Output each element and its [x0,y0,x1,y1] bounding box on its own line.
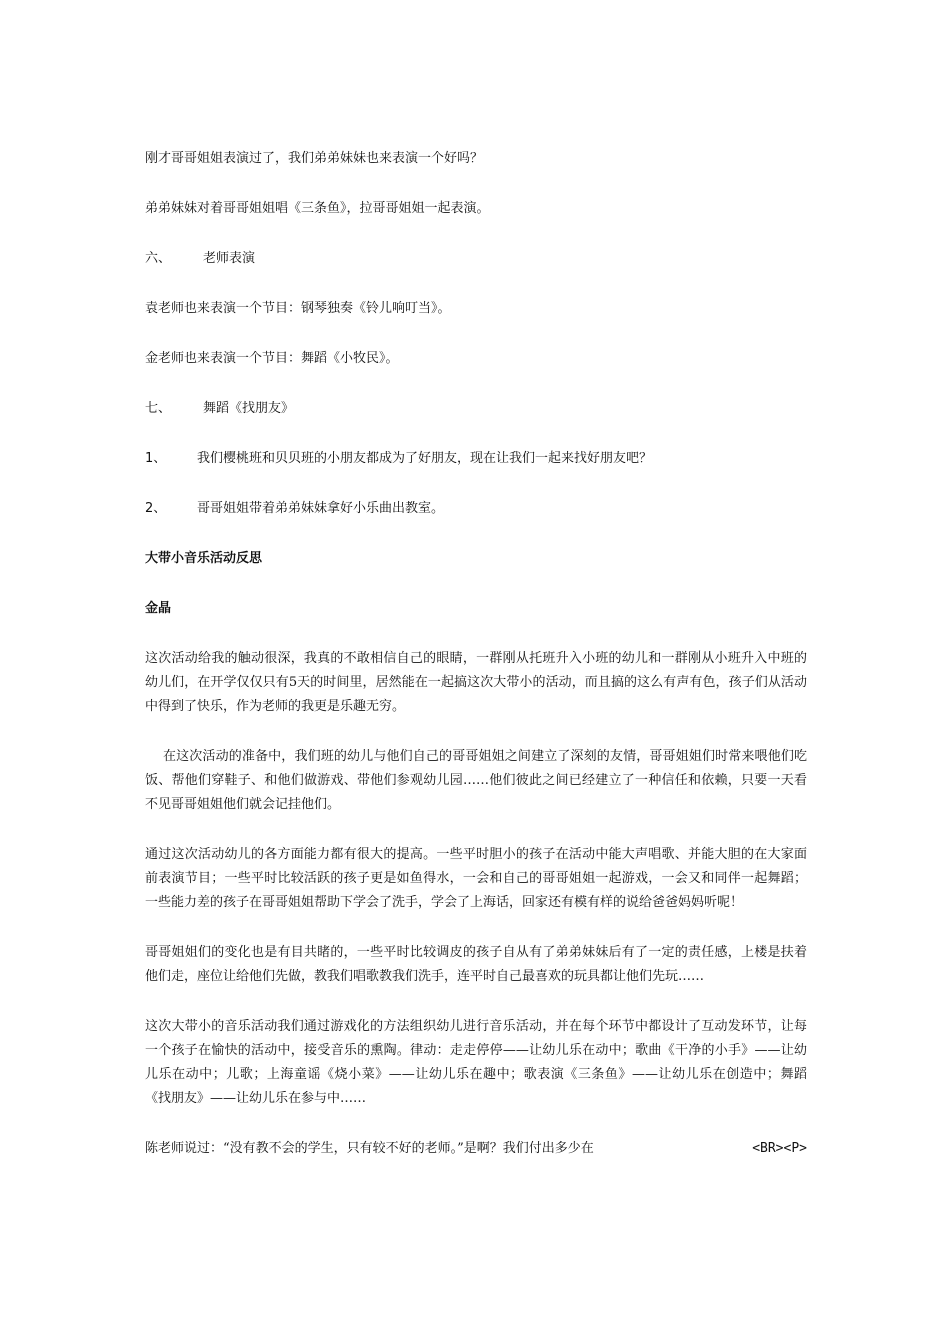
list-number: 2、 [145,501,167,516]
paragraph: 袁老师也来表演一个节目：钢琴独奏《铃儿响叮当》。 [145,301,451,316]
paragraph-text: 陈老师说过：“没有教不会的学生，只有较不好的老师。”是啊？我们付出多少在 [145,1141,594,1156]
section-title: 舞蹈《找朋友》 [203,401,295,416]
paragraph: 通过这次活动幼儿的各方面能力都有很大的提高。一些平时胆小的孩子在活动中能大声唱歌、并能大胆的在大家面前表演节目；一些平时比较活跃的孩子更是如鱼得水，一会和自己的哥哥姐姐一起游戏，一会又和同伴一起舞蹈；一些能力差的孩子在哥哥姐姐帮助下学会了洗手，学会了上海话，回家还有模有样的说给爸爸妈妈听呢！ [145,847,807,910]
list-number: 1、 [145,451,167,466]
paragraph: 弟弟妹妹对着哥哥姐姐唱《三条鱼》，拉哥哥姐姐一起表演。 [145,201,490,216]
paragraph: 这次活动给我的触动很深，我真的不敢相信自己的眼睛，一群刚从托班升入小班的幼儿和一群刚从小班升入中班的幼儿们，在开学仅仅只有5天的时间里，居然能在一起搞这次大带小的活动，而且搞的这么有声有色，孩子们从活动中得到了快乐，作为老师的我更是乐趣无穷。 [145,651,807,714]
section-number: 七、 [145,401,172,416]
author-name: 金晶 [145,601,172,616]
section-heading-6 [145,247,807,271]
list-text: 我们樱桃班和贝贝班的小朋友都成为了好朋友，现在让我们一起来找好朋友吧？ [197,451,653,466]
list-text: 哥哥姐姐带着弟弟妹妹拿好小乐曲出教室。 [197,501,445,516]
paragraph: 在这次活动的准备中，我们班的幼儿与他们自己的哥哥姐姐之间建立了深刻的友情，哥哥姐姐们时常来喂他们吃饭、帮他们穿鞋子、和他们做游戏、带他们参观幼儿园……他们彼此之间已经建立了一种信任和依赖，只要一天看不见哥哥姐姐他们就会记挂他们。 [145,749,807,812]
section-title: 老师表演 [203,251,256,266]
paragraph: 这次大带小的音乐活动我们通过游戏化的方法组织幼儿进行音乐活动，并在每个环节中都设计了互动发环节，让每一个孩子在愉快的活动中，接受音乐的熏陶。律动：走走停停——让幼儿乐在动中；歌曲《干净的小手》——让幼儿乐在动中；儿歌；上海童谣《烧小菜》——让幼儿乐在趣中；歌表演《三条鱼》——让幼儿乐在创造中；舞蹈《找朋友》——让幼儿乐在参与中…… [145,1019,807,1106]
list-item [145,497,807,521]
paragraph: 哥哥姐姐们的变化也是有目共睹的，一些平时比较调皮的孩子自从有了弟弟妹妹后有了一定的责任感，上楼是扶着他们走，座位让给他们先做，教我们唱歌教我们洗手，连平时自己最喜欢的玩具都让他们先玩…… [145,945,807,984]
list-item [145,447,807,471]
html-tag-text: <BR><P> [752,1141,807,1156]
paragraph: 金老师也来表演一个节目：舞蹈《小牧民》。 [145,351,399,366]
section-number: 六、 [145,251,172,266]
paragraph: 刚才哥哥姐姐表演过了，我们弟弟妹妹也来表演一个好吗？ [145,151,484,166]
reflection-heading: 大带小音乐活动反思 [145,551,263,566]
section-heading-7 [145,397,807,421]
paragraph [145,1137,807,1161]
document-body [145,147,807,1161]
